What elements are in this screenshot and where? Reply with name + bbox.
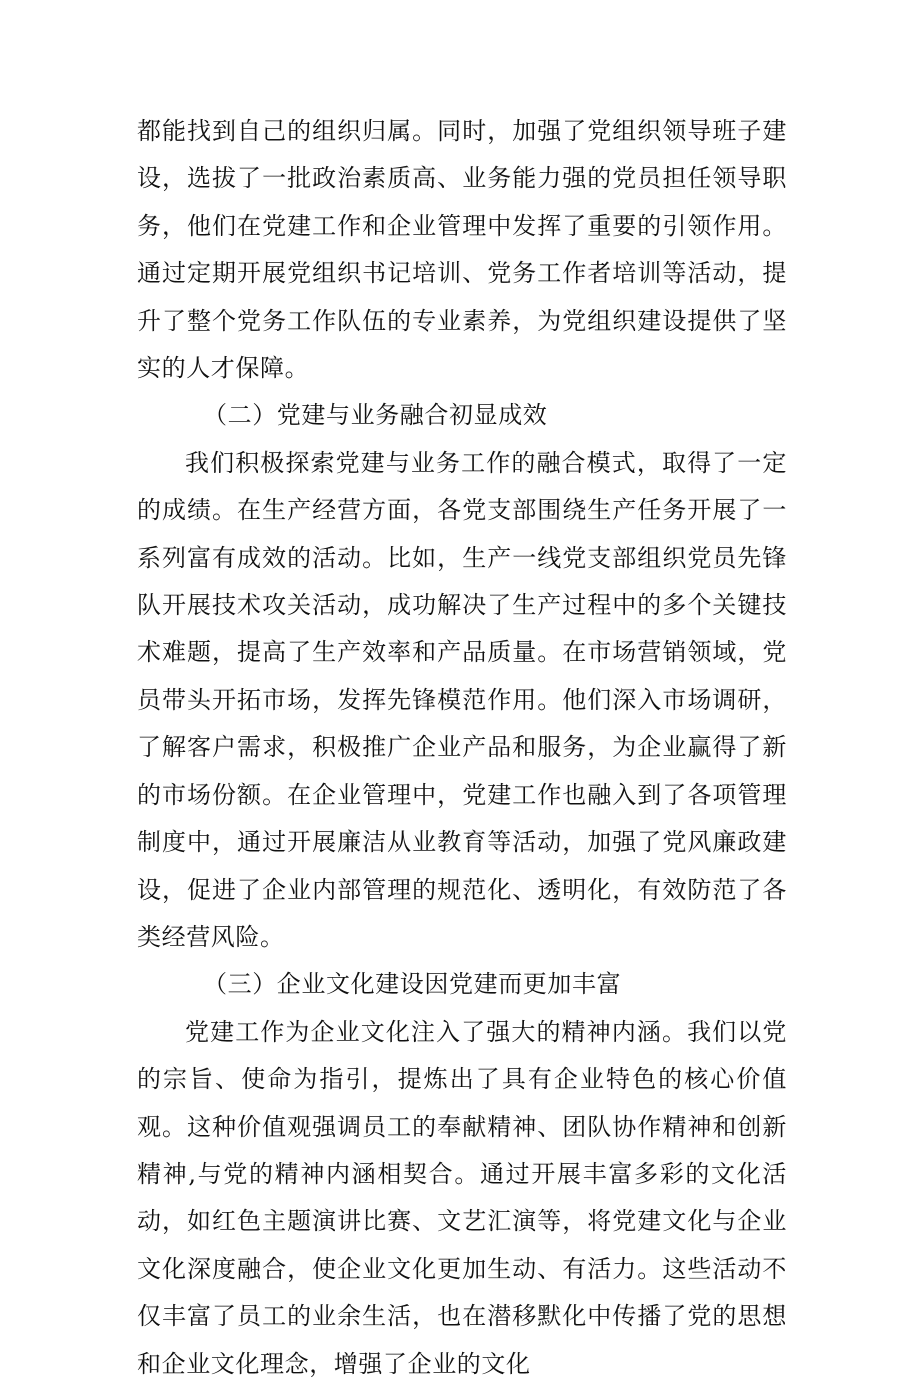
body-paragraph-org-building: 都能找到自己的组织归属。同时，加强了党组织领导班子建设，选拔了一批政治素质高、业务能力强的党员担任领导职务，他们在党建工作和企业管理中发挥了重要的引领作用。通过定期开展党组织书记培训、党务工作者培训等活动，提升了整个党务工作队伍的专业素养，为党组织建设提供了坚实的人才保障。 xyxy=(137,117,787,383)
section-heading-corporate-culture: （三）企业文化建设因党建而更加丰富 xyxy=(203,970,622,999)
section-heading-business-integration: （二）党建与业务融合初显成效 xyxy=(203,401,548,430)
body-paragraph-business-integration: 我们积极探索党建与业务工作的融合模式，取得了一定的成绩。在生产经营方面，各党支部围绕生产任务开展了一系列富有成效的活动。比如，生产一线党支部组织党员先锋队开展技术攻关活动，成功解决了生产过程中的多个关键技术难题，提高了生产效率和产品质量。在市场营销领域，党员带头开拓市场，发挥先锋模范作用。他们深入市场调研，了解客户需求，积极推广企业产品和服务，为企业赢得了新的市场份额。在企业管理中，党建工作也融入到了各项管理制度中，通过开展廉洁从业教育等活动，加强了党风廉政建设，促进了企业内部管理的规范化、透明化，有效防范了各类经营风险。 xyxy=(137,448,787,951)
body-paragraph-corporate-culture: 党建工作为企业文化注入了强大的精神内涵。我们以党的宗旨、使命为指引，提炼出了具有企业特色的核心价值观。这种价值观强调员工的奉献精神、团队协作精神和创新精神,与党的精神内涵相契合。通过开展丰富多彩的文化活动，如红色主题演讲比赛、文艺汇演等，将党建文化与企业文化深度融合，使企业文化更加生动、有活力。这些活动不仅丰富了员工的业余生活，也在潜移默化中传播了党的思想和企业文化理念，增强了企业的文化 xyxy=(137,1017,787,1378)
document-page xyxy=(137,108,787,1388)
